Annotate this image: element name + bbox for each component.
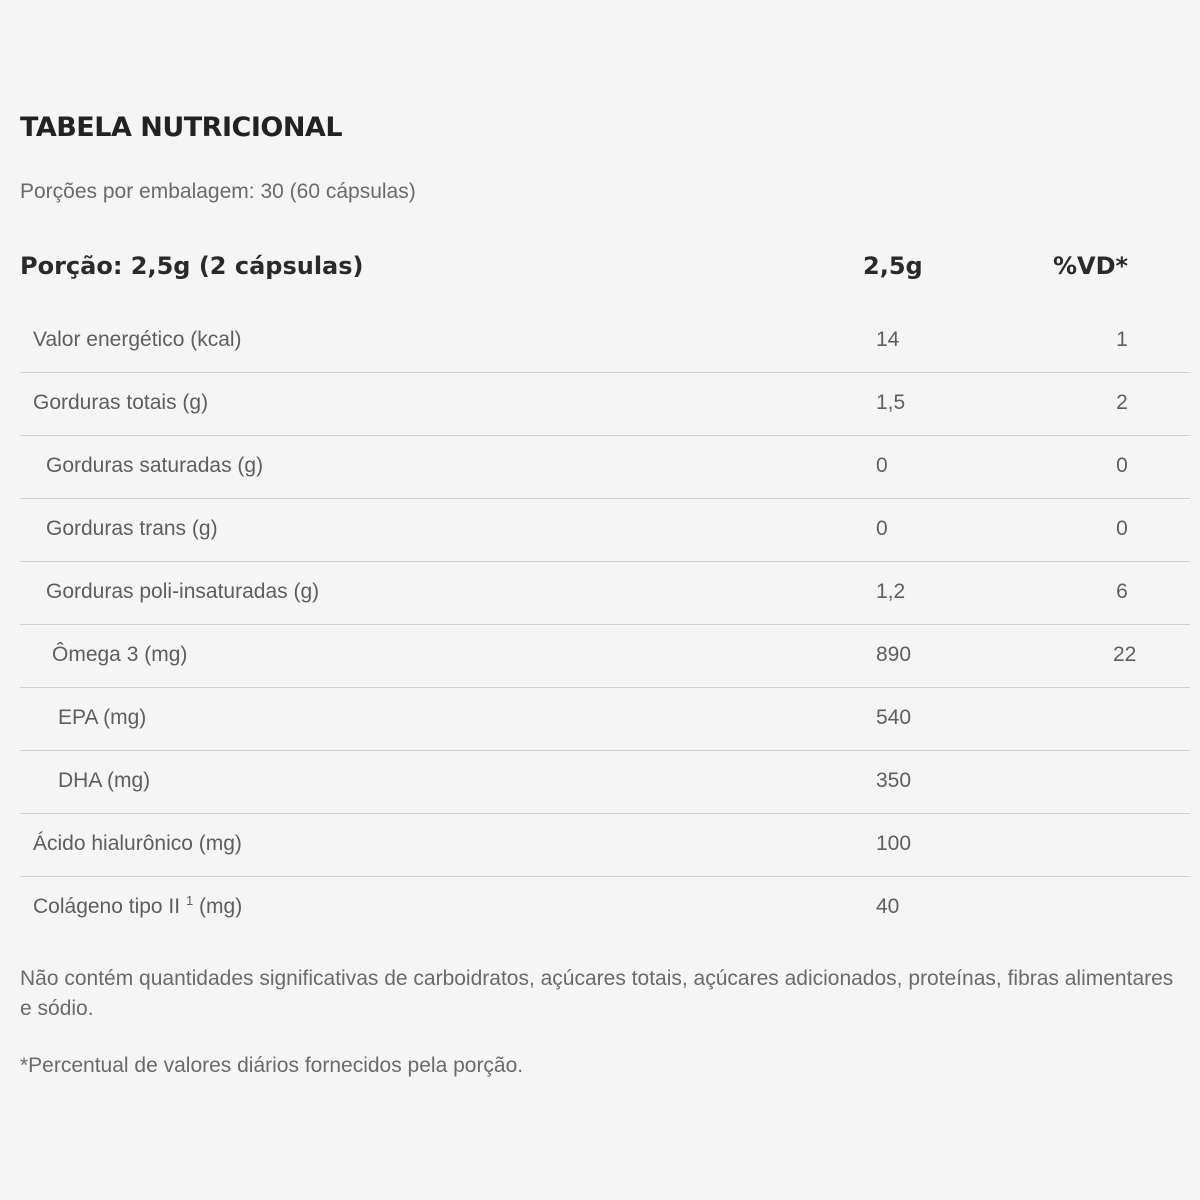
daily-value-footnote: *Percentual de valores diários fornecidos pela porção.: [20, 1054, 524, 1077]
nutrient-amount: 890: [876, 643, 912, 666]
nutrition-table: [20, 310, 1190, 939]
table-row: [20, 436, 1190, 499]
nutrient-amount: 1,5: [876, 391, 906, 414]
nutrient-name: Ômega 3 (mg): [52, 643, 188, 666]
footnotes: [20, 964, 1190, 1081]
table-row: [20, 562, 1190, 625]
not-significant-note: Não contém quantidades significativas de carboidratos, açúcares totais, açúcares adicionados, proteínas, fibras alimentares e sódio.: [20, 967, 1174, 1020]
nutrient-daily-value: 0: [1116, 517, 1128, 540]
header-amount: 2,5g: [863, 252, 923, 280]
nutrient-name: Gorduras trans (g): [46, 517, 218, 540]
nutrient-name-unit: (mg): [199, 895, 243, 918]
nutrient-daily-value: 1: [1116, 328, 1128, 351]
table-row: [20, 688, 1190, 751]
table-header: [20, 252, 1190, 292]
table-row: [20, 310, 1190, 373]
header-portion: Porção: 2,5g (2 cápsulas): [20, 252, 364, 280]
nutrient-name: Gorduras poli-insaturadas (g): [46, 580, 320, 603]
nutrient-amount: 40: [876, 895, 900, 918]
table-row: [20, 499, 1190, 562]
nutrient-name-text: Colágeno tipo II: [33, 895, 181, 918]
table-row: [20, 373, 1190, 436]
page-title: TABELA NUTRICIONAL: [20, 112, 343, 143]
nutrient-daily-value: 2: [1116, 391, 1128, 414]
footnote-marker: 1: [185, 893, 194, 908]
nutrient-name: Valor energético (kcal): [33, 328, 242, 351]
nutrient-daily-value: 6: [1116, 580, 1128, 603]
table-row: [20, 877, 1190, 939]
nutrient-amount: 540: [876, 706, 912, 729]
header-daily-value: %VD*: [1053, 252, 1129, 280]
nutrient-name: DHA (mg): [58, 769, 151, 792]
nutrient-amount: 100: [876, 832, 912, 855]
nutrient-daily-value: 22: [1113, 643, 1137, 666]
nutrient-name: Ácido hialurônico (mg): [33, 832, 242, 855]
nutrient-amount: 0: [876, 517, 888, 540]
nutrient-name: Gorduras saturadas (g): [46, 454, 264, 477]
table-row: [20, 625, 1190, 688]
nutrient-daily-value: 0: [1116, 454, 1128, 477]
nutrient-amount: 350: [876, 769, 912, 792]
table-row: [20, 751, 1190, 814]
nutrient-name: EPA (mg): [58, 706, 147, 729]
nutrient-amount: 1,2: [876, 580, 906, 603]
nutrient-name: Gorduras totais (g): [33, 391, 209, 414]
nutrient-amount: 14: [876, 328, 900, 351]
nutrient-amount: 0: [876, 454, 888, 477]
servings-per-package: Porções por embalagem: 30 (60 cápsulas): [20, 180, 416, 203]
table-row: [20, 814, 1190, 877]
nutrient-name: [33, 895, 242, 919]
